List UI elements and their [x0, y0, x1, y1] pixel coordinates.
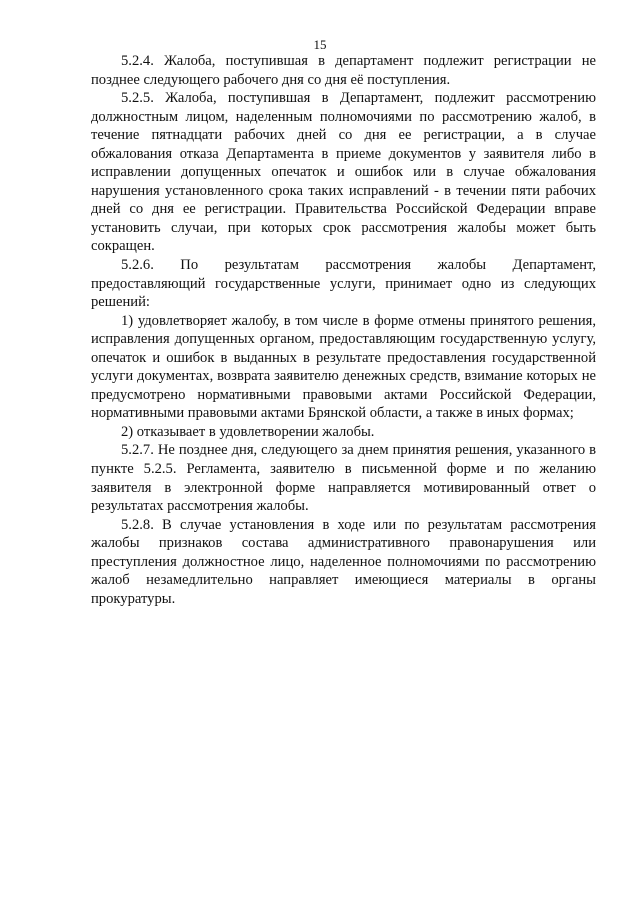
list-item-2: 2) отказывает в удовлетворении жалобы.	[121, 423, 375, 440]
page-number: 15	[313, 37, 327, 52]
paragraph-5-2-4: 5.2.4. Жалоба, поступившая в департамент подлежит регистрации не позднее следующего рабочего дня со дня её поступления.	[91, 53, 596, 88]
document-body	[91, 52, 596, 608]
list-item-1: 1) удовлетворяет жалобу, в том числе в форме отмены принятого решения, исправления допущенных органом, предоставляющим государственную услугу, опечаток и ошибок в выданных в результате предоставления государственной услуги документах, возврата заявителю денежных средств, взимание которых не предусмотрено нормативными правовыми актами Российской Федерации, нормативными правовыми актами Брянской области, а также в иных формах;	[91, 312, 596, 422]
paragraph-5-2-6: 5.2.6. По результатам рассмотрения жалобы Департамент, предоставляющий государственные услуги, принимает одно из следующих решений:	[91, 257, 596, 311]
paragraph-5-2-7: 5.2.7. Не позднее дня, следующего за днем принятия решения, указанного в пункте 5.2.5. Регламента, заявителю в письменной форме и по желанию заявителя в электронной форме направляется мотивированный ответ о результатах рассмотрения жалобы.	[91, 442, 596, 515]
paragraph-5-2-8: 5.2.8. В случае установления в ходе или по результатам рассмотрения жалобы признаков состава административного правонарушения или преступления должностное лицо, наделенное полномочиями по рассмотрению жалоб незамедлительно направляет имеющиеся материалы в органы прокуратуры.	[91, 516, 596, 607]
paragraph-5-2-5: 5.2.5. Жалоба, поступившая в Департамент, подлежит рассмотрению должностным лицом, наделенным полномочиями по рассмотрению жалоб, в течение пятнадцати рабочих дней со дня ее регистрации, а в случае обжалования отказа Департамента в приеме документов у заявителя либо в исправлении допущенных опечаток и ошибок или в случае обжалования нарушения установленного срока таких исправлений - в течении пяти рабочих дней со дня ее регистрации. Правительства Российской Федерации вправе установить случаи, при которых срок рассмотрения жалобы может быть сокращен.	[91, 90, 596, 255]
